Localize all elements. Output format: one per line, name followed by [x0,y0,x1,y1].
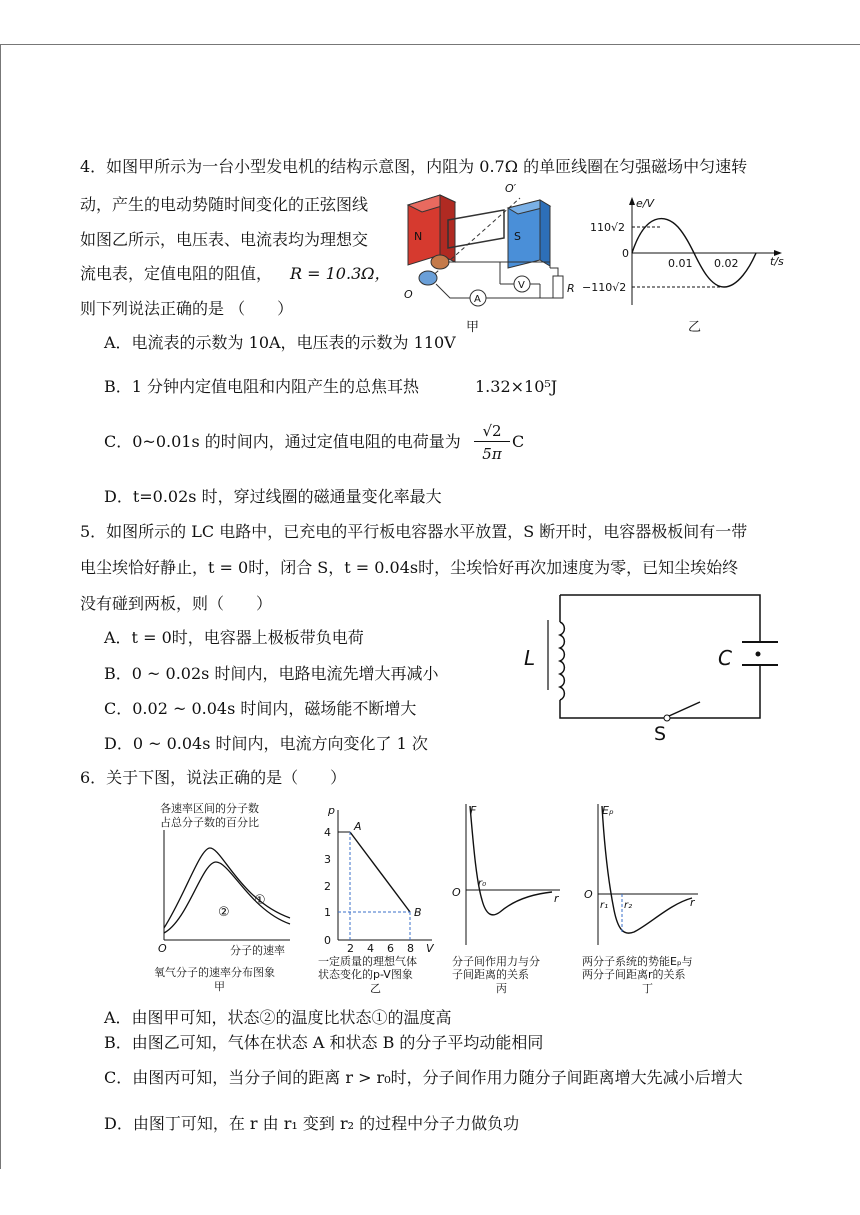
y-tick-1: 1 [324,906,331,919]
x-tick-8: 8 [407,942,414,955]
inductor-coil [560,622,564,700]
capacitor-label: C [718,646,732,670]
q6-fig-yi-caption2: 状态变化的p-V图象 [318,968,413,981]
x-tick-1: 0.01 [668,257,693,270]
q5-stem-line1: 5．如图所示的 LC 电路中，已充电的平行板电容器水平放置，S 断开时，电容器极板间有一带 [80,522,748,541]
q6-fig-jia [150,800,300,960]
q4-fig-yi-caption: 乙 [688,320,702,335]
q4-generator-figure [400,180,590,330]
q4-stem-line2: 动，产生的电动势随时间变化的正弦图线 [80,195,369,214]
q5-option-d: D．0 ~ 0.04s 时间内，电流方向变化了 1 次 [104,734,428,753]
curve-2 [164,862,290,933]
y-top-tick: 110√2 [590,221,626,234]
q6-option-c: C．由图丙可知，当分子间的距离 r > r₀时，分子间作用力随分子间距离增大先减小后增大 [104,1068,743,1087]
v-label: V [426,942,434,955]
q6-stem: 6．关于下图，说法正确的是（ ） [80,768,347,787]
y-label-line2: 占总分子数的百分比 [160,816,259,829]
page-border-left [0,44,1,1169]
x-tick-2: 0.02 [714,257,739,270]
x-axis-label: t/s [770,255,784,268]
q5-stem-line3: 没有碰到两板，则（ ） [80,594,273,613]
q6-fig-bing-caption3: 丙 [496,982,507,995]
y-axis-label: e/V [636,197,654,210]
q4-option-c-numerator: √2 [474,421,510,442]
y-tick-3: 3 [324,853,331,866]
q6-option-d: D．由图丁可知，在 r 由 r₁ 变到 r₂ 的过程中分子力做负功 [104,1114,520,1133]
q6-fig-ding-caption1: 两分子系统的势能Eₚ与 [582,955,693,968]
q6-fig-jia-caption-letter: 甲 [214,980,225,993]
q4-stem-line3: 如图乙所示，电压表、电流表均为理想交 [80,230,369,249]
q4-option-c-denominator: 5π [482,445,502,463]
inductor-label: L [524,646,536,670]
origin: O [452,886,461,899]
x-label: 分子的速率 [230,944,285,957]
r-label: r [690,896,695,909]
q6-fig-bing-caption1: 分子间作用力与分 [452,955,540,968]
voltmeter-label: V [518,280,525,291]
q6-fig-yi-caption3: 乙 [370,982,381,995]
q5-lc-circuit [520,590,780,750]
f-label: F [470,804,477,817]
q4-option-b-value: 1.32×10⁵J [475,377,558,396]
q4-resistance-value: R = 10.3Ω， [290,264,391,283]
q4-stem-line1: 4．如图甲所示为一台小型发电机的结构示意图，内阻为 0.7Ω 的单匝线圈在匀强磁场中匀速转 [80,157,748,176]
r0-label: r₀ [478,878,487,889]
q5-stem-line2: 电尘埃恰好静止，t = 0时，闭合 S，t = 0.04s时，尘埃恰好再次加速度为零，已知尘埃始终 [80,558,739,577]
q5-option-b: B．0 ~ 0.02s 时间内，电路电流先增大再减小 [104,664,439,683]
switch-label: S [654,723,667,745]
y-label-line1: 各速率区间的分子数 [160,802,259,815]
s-label: S [514,230,521,243]
q4-fig-jia-caption: 甲 [466,320,480,335]
curve-2-label: ② [218,905,230,920]
origin-label: 0 [622,247,629,260]
point-a-label: A [354,820,362,833]
q5-option-c: C．0.02 ~ 0.04s 时间内，磁场能不断增大 [104,699,417,718]
q6-fig-ding-caption2: 两分子间距离r的关系 [582,968,686,981]
o-label: O [404,288,413,301]
ammeter-label: A [474,294,481,305]
q6-fig-jia-caption: 氧气分子的速率分布图象 [154,966,275,979]
x-tick-4: 4 [367,942,374,955]
y-tick-0: 0 [324,934,331,947]
q6-fig-yi-caption1: 一定质量的理想气体 [318,955,417,968]
force-curve [470,806,552,915]
q4-stem-line5: 则下列说法正确的是 （ ） [80,299,294,318]
q6-fig-ding [580,800,710,950]
p-label: p [328,804,335,817]
q6-fig-ding-caption3: 丁 [642,982,653,995]
q6-option-a: A．由图甲可知，状态②的温度比状态①的温度高 [104,1008,452,1027]
q4-option-d: D．t=0.02s 时，穿过线圈的磁通量变化率最大 [104,487,442,506]
q4-option-c: C．0~0.01s 的时间内，通过定值电阻的电荷量为 [104,432,461,451]
origin: O [584,888,593,901]
x-tick-6: 6 [387,942,394,955]
n-label: N [414,230,423,243]
q5-option-a: A．t = 0时，电容器上极板带负电荷 [104,628,364,647]
q6-option-b: B．由图乙可知，气体在状态 A 和状态 B 的分子平均动能相同 [104,1033,544,1052]
o-prime-label: O′ [505,182,517,195]
y-tick-2: 2 [324,880,331,893]
q4-stem-line4: 流电表，定值电阻的阻值， [80,264,273,283]
q6-fig-bing [448,800,568,950]
potential-curve [602,806,692,933]
r1-label: r₁ [600,900,609,911]
y-tick-4: 4 [324,826,331,839]
q4-sine-chart [582,195,790,335]
r2-label: r₂ [624,900,633,911]
r-label: R [567,282,575,295]
q6-fig-yi [310,802,440,962]
x-tick-2: 2 [347,942,354,955]
y-bottom-tick: −110√2 [582,281,627,294]
ep-label: Eₚ [602,804,614,817]
q4-option-b: B．1 分钟内定值电阻和内阻产生的总焦耳热 [104,377,420,396]
q6-fig-bing-caption2: 子间距离的关系 [452,968,529,981]
curve-1-label: ① [254,893,266,908]
q4-option-a: A．电流表的示数为 10A，电压表的示数为 110V [104,333,456,352]
process-line [350,832,410,912]
origin: O [158,942,167,955]
point-b-label: B [414,906,422,919]
dust-particle [756,652,761,657]
q4-option-c-unit: C [512,432,525,451]
r-label: r [554,892,559,905]
page-border-top [0,44,860,45]
